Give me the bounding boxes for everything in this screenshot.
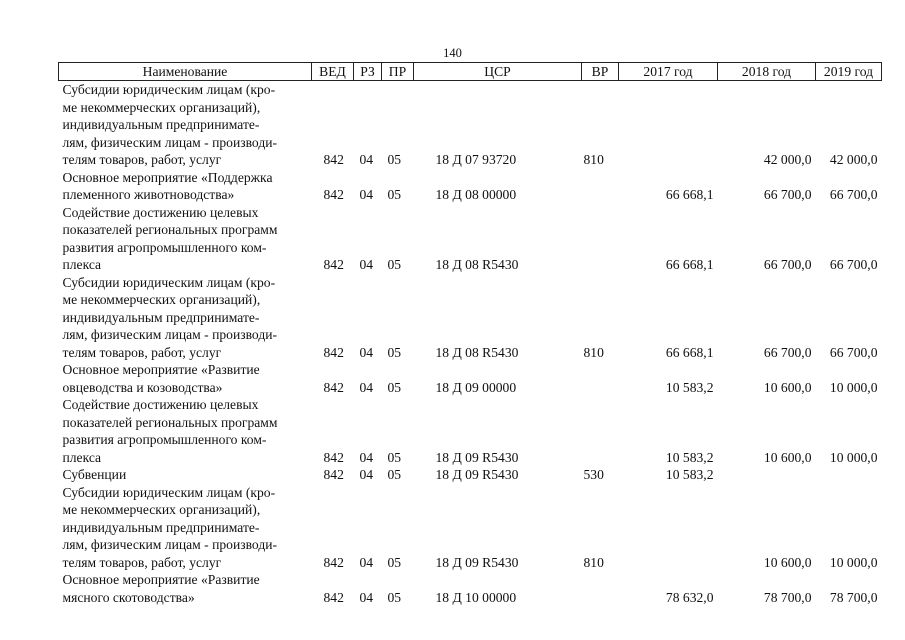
- header-2019: 2019 год: [816, 63, 882, 81]
- row-vr: 810: [583, 344, 604, 360]
- row-2017: 78 632,0: [665, 589, 714, 605]
- row-pr: 05: [387, 344, 402, 360]
- row-name-line: индивидуальным предпринимате-: [62, 117, 260, 132]
- row-2019: 10 000,0: [829, 449, 878, 465]
- header-2017: 2017 год: [619, 63, 718, 81]
- row-csr: 18 Д 09 R5430: [435, 467, 519, 482]
- row-name-line: племенного животноводства»: [62, 187, 235, 202]
- row-name-line: телям товаров, работ, услуг: [62, 344, 222, 360]
- row-name-line: плекса: [62, 449, 102, 465]
- row-name-line: развития агропромышленного ком-: [62, 239, 267, 255]
- table-row: [59, 484, 882, 572]
- row-csr: 18 Д 08 00000: [435, 187, 517, 202]
- row-vr: [582, 396, 619, 466]
- header-2018: 2018 год: [718, 63, 816, 81]
- row-pr: 05: [387, 257, 402, 272]
- row-name-line: развития агропромышленного ком-: [62, 432, 267, 447]
- row-name-line: показателей региональных программ: [62, 414, 278, 430]
- budget-table: [58, 62, 882, 606]
- table-row: [59, 81, 882, 169]
- row-2018: 78 700,0: [763, 589, 812, 605]
- header-vr: ВР: [582, 63, 619, 81]
- row-2019: 42 000,0: [829, 152, 878, 167]
- row-name-line: Основное мероприятие «Развитие: [62, 362, 260, 377]
- row-vr: [582, 361, 619, 396]
- row-ved: 842: [323, 152, 344, 167]
- row-csr: 18 Д 09 R5430: [435, 449, 519, 465]
- row-name-line: лям, физическим лицам - производи-: [62, 327, 278, 342]
- row-2017: 10 583,2: [665, 467, 714, 482]
- row-2018: [718, 466, 816, 484]
- row-name: [59, 396, 312, 466]
- row-csr: 18 Д 09 R5430: [435, 554, 519, 570]
- row-pr: 05: [387, 589, 402, 605]
- row-2018: 10 600,0: [763, 379, 812, 395]
- row-vr: 810: [583, 152, 604, 167]
- row-pr: 05: [387, 379, 402, 395]
- row-pr: 05: [387, 554, 402, 570]
- row-2017: 66 668,1: [665, 187, 714, 202]
- row-name-line: Основное мероприятие «Поддержка: [62, 169, 273, 185]
- row-name-line: индивидуальным предпринимате-: [62, 309, 260, 325]
- row-rz: 04: [359, 187, 374, 202]
- row-csr: 18 Д 08 R5430: [435, 344, 519, 360]
- row-ved: 842: [323, 467, 344, 482]
- row-name: [59, 484, 312, 572]
- row-name: [59, 274, 312, 362]
- row-ved: 842: [323, 589, 344, 605]
- row-name-line: Основное мероприятие «Развитие: [62, 572, 260, 587]
- row-vr: 530: [583, 467, 604, 482]
- row-name-line: лям, физическим лицам - производи-: [62, 134, 278, 150]
- row-rz: 04: [359, 379, 374, 395]
- row-rz: 04: [359, 344, 374, 360]
- row-name: [59, 204, 312, 274]
- row-2017: 66 668,1: [665, 257, 714, 272]
- row-name-line: ме некоммерческих организаций),: [62, 292, 261, 307]
- row-name-line: лям, физическим лицам - производи-: [62, 537, 278, 552]
- row-2018: 66 700,0: [763, 344, 812, 360]
- row-ved: 842: [323, 257, 344, 272]
- row-vr: [582, 571, 619, 606]
- row-2018: 42 000,0: [763, 152, 812, 167]
- row-vr: [582, 204, 619, 274]
- row-rz: 04: [359, 589, 374, 605]
- table-row: [59, 204, 882, 274]
- row-name: [59, 81, 312, 169]
- row-2017: [619, 484, 718, 572]
- page-number: 140: [443, 46, 462, 60]
- row-2018: 10 600,0: [763, 449, 812, 465]
- row-name-line: Субсидии юридическим лицам (кро-: [62, 274, 276, 290]
- header-csr: ЦСР: [414, 63, 582, 81]
- table-row: [59, 466, 882, 484]
- table-header: [59, 63, 882, 81]
- header-pr: ПР: [382, 63, 414, 81]
- row-name-line: Субвенции: [62, 467, 127, 482]
- row-2019: 10 000,0: [829, 554, 878, 570]
- row-2019: [816, 466, 882, 484]
- row-rz: 04: [359, 152, 374, 167]
- row-pr: 05: [387, 449, 402, 465]
- row-ved: 842: [323, 554, 344, 570]
- row-rz: 04: [359, 554, 374, 570]
- row-rz: 04: [359, 257, 374, 272]
- row-name-line: Содействие достижению целевых: [62, 397, 259, 412]
- table-row: [59, 571, 882, 606]
- row-name-line: овцеводства и козоводства»: [62, 379, 223, 395]
- row-2017: 10 583,2: [665, 379, 714, 395]
- row-ved: 842: [323, 449, 344, 465]
- row-name-line: показателей региональных программ: [62, 222, 278, 237]
- row-name-line: индивидуальным предпринимате-: [62, 519, 260, 535]
- row-2017: [619, 81, 718, 169]
- table-row: [59, 169, 882, 204]
- row-name-line: Субсидии юридическим лицам (кро-: [62, 484, 276, 500]
- header-ved: ВЕД: [312, 63, 354, 81]
- row-name: [59, 571, 312, 606]
- row-2019: 78 700,0: [829, 589, 878, 605]
- row-name-line: плекса: [62, 257, 102, 272]
- row-name: [59, 361, 312, 396]
- table-row: [59, 274, 882, 362]
- row-pr: 05: [387, 187, 402, 202]
- row-name-line: Субсидии юридическим лицам (кро-: [62, 82, 276, 97]
- row-ved: 842: [323, 379, 344, 395]
- header-name: Наименование: [59, 63, 312, 81]
- row-name-line: Содействие достижению целевых: [62, 204, 259, 220]
- row-ved: 842: [323, 187, 344, 202]
- table-row: [59, 361, 882, 396]
- row-csr: 18 Д 07 93720: [435, 152, 517, 167]
- row-vr: 810: [583, 554, 604, 570]
- row-2017: 66 668,1: [665, 344, 714, 360]
- row-rz: 04: [359, 449, 374, 465]
- row-2017: 10 583,2: [665, 449, 714, 465]
- row-csr: 18 Д 10 00000: [435, 589, 517, 605]
- table-body: [59, 81, 882, 607]
- row-2019: 66 700,0: [829, 187, 878, 202]
- row-csr: 18 Д 09 00000: [435, 379, 517, 395]
- row-vr: [582, 169, 619, 204]
- row-name: [59, 466, 312, 484]
- row-2019: 66 700,0: [829, 257, 878, 272]
- row-name-line: телям товаров, работ, услуг: [62, 152, 222, 167]
- row-name-line: ме некоммерческих организаций),: [62, 99, 261, 115]
- header-rz: РЗ: [354, 63, 382, 81]
- row-name-line: ме некоммерческих организаций),: [62, 502, 261, 517]
- row-rz: 04: [359, 467, 374, 482]
- row-ved: 842: [323, 344, 344, 360]
- row-pr: 05: [387, 152, 402, 167]
- row-pr: 05: [387, 467, 402, 482]
- table-row: [59, 396, 882, 466]
- row-name-line: мясного скотоводства»: [62, 589, 195, 605]
- row-2018: 66 700,0: [763, 257, 812, 272]
- row-2019: 10 000,0: [829, 379, 878, 395]
- row-csr: 18 Д 08 R5430: [435, 257, 519, 272]
- row-2018: 66 700,0: [763, 187, 812, 202]
- row-2018: 10 600,0: [763, 554, 812, 570]
- row-name: [59, 169, 312, 204]
- row-2019: 66 700,0: [829, 344, 878, 360]
- row-name-line: телям товаров, работ, услуг: [62, 554, 222, 570]
